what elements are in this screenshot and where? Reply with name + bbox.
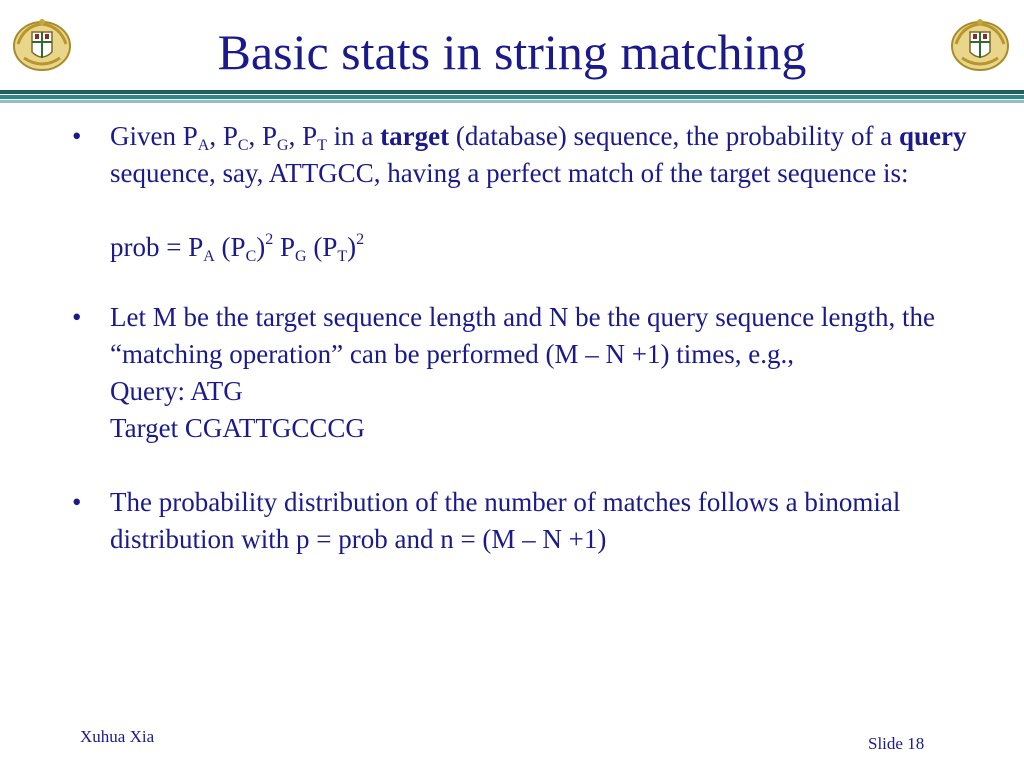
bullet-text: Let M be the target sequence length and N be the query sequence length, the “matching operation” can be performed (M – N +1) times, e.g., — [110, 302, 935, 369]
bullet-item — [60, 118, 980, 266]
emphasis-target: target — [380, 121, 450, 151]
slide-body — [60, 118, 980, 558]
bullet-symbol: • — [72, 487, 82, 517]
slide-number: Slide 18 — [868, 734, 925, 753]
bullet-item — [60, 484, 980, 558]
example-query: Query: ATG — [110, 376, 243, 406]
title-divider-light — [0, 100, 1024, 103]
bullet-item — [60, 299, 980, 447]
emphasis-query: query — [898, 121, 967, 151]
footer-author: Xuhua Xia — [80, 727, 155, 746]
bullet-symbol: • — [72, 121, 82, 151]
bullet-text: The probability distribution of the number of matches follows a binomial distribution with p = prob and n = (M – N +1) — [110, 487, 901, 554]
example-target: Target CGATTGCCCG — [110, 413, 365, 443]
title-divider-accent — [0, 95, 1024, 99]
title-divider — [0, 90, 1024, 94]
probability-formula: prob = $P_A$ $(P_C)^2$ $P_G$ $(P_T)^2$ — [110, 231, 365, 265]
bullet-text: Given $P_A$, $P_C$, $P_G$, $P_T$ in a target (database) sequence, the probability of a query sequence, say, ATTGCC, having a perfect match of the target sequence is: — [110, 121, 967, 188]
slide-title: Basic stats in string matching — [217, 24, 807, 80]
bullet-symbol: • — [72, 302, 82, 332]
